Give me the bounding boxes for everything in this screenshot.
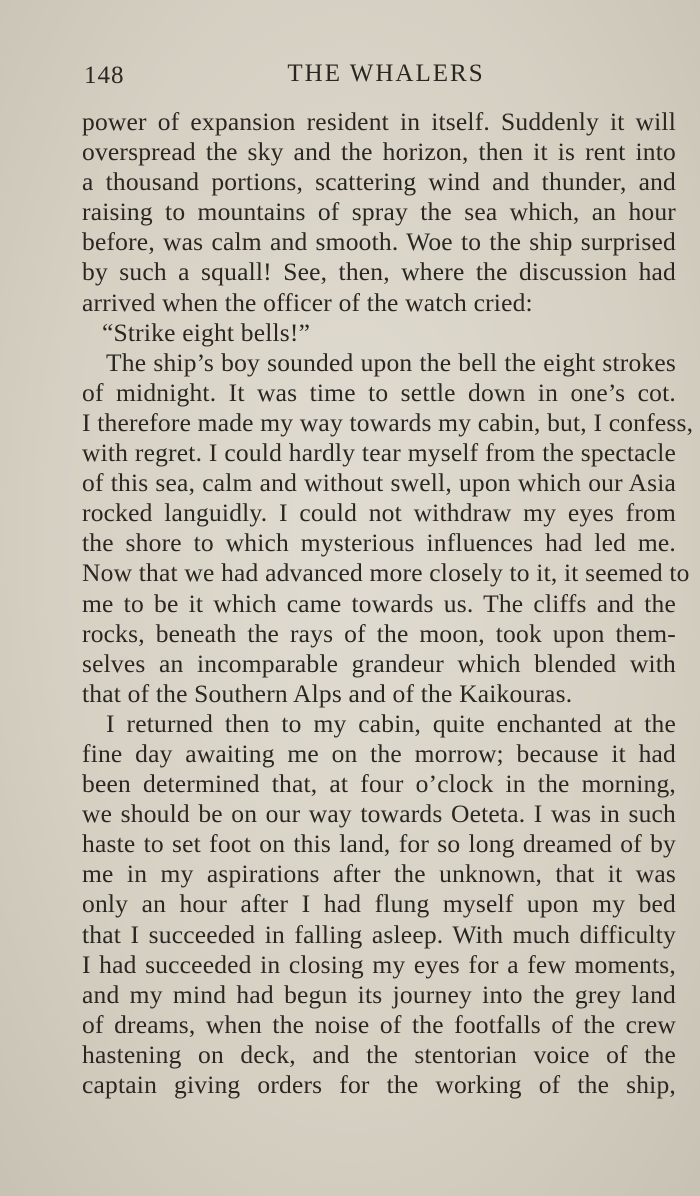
text-line: before, was calm and smooth. Woe to the ship surprised (82, 227, 676, 257)
text-line: been determined that, at four o’clock in the morning, (82, 769, 676, 799)
text-line: power of expansion resident in itself. Suddenly it will (82, 107, 676, 136)
text-line: only an hour after I had flung myself upon my bed (82, 889, 676, 919)
text-line: of this sea, calm and without swell, upon which our Asia (82, 468, 676, 498)
text-line: I returned then to my cabin, quite enchanted at the (106, 708, 676, 738)
text-line: of dreams, when the noise of the footfalls of the crew (82, 1009, 676, 1039)
page-header (84, 58, 674, 94)
text-line: selves an incomparable grandeur which blended with (82, 648, 676, 678)
text-line: captain giving orders for the working of the ship, (82, 1070, 676, 1099)
text-line: me to be it which came towards us. The cliffs and the (82, 588, 676, 618)
text-line: hastening on deck, and the stentorian voice of the (82, 1039, 676, 1069)
text-line: with regret. I could hardly tear myself from the spectacle (82, 438, 676, 468)
text-line: by such a squall! See, then, where the discussion had (82, 257, 676, 287)
text-line: a thousand portions, scattering wind and thunder, and (82, 167, 676, 197)
text-line: fine day awaiting me on the morrow; because it had (82, 738, 676, 768)
text-line: overspread the sky and the horizon, then it is rent into (82, 137, 676, 167)
text-line: and my mind had begun its journey into the grey land (82, 979, 676, 1009)
text-line: we should be on our way towards Oeteta. I was in such (82, 799, 676, 829)
text-line: rocked languidly. I could not withdraw my eyes from (82, 498, 676, 528)
text-line: arrived when the officer of the watch cried: (82, 287, 533, 317)
text-line: the shore to which mysterious influences had led me. (82, 528, 676, 558)
text-line: that of the Southern Alps and of the Kaikouras. (82, 678, 573, 708)
text-line: haste to set foot on this land, for so long dreamed of by (82, 829, 676, 859)
body-text (82, 107, 694, 1100)
text-line: me in my aspirations after the unknown, that it was (82, 859, 676, 889)
text-line: of midnight. It was time to settle down in one’s cot. (82, 377, 676, 407)
text-line: “Strike eight bells!” (102, 317, 311, 347)
text-line: rocks, beneath the rays of the moon, took upon them- (82, 618, 676, 648)
text-line: that I succeeded in falling asleep. With much difficulty (82, 919, 676, 949)
running-head: THE WHALERS (287, 60, 485, 87)
text-line: Now that we had advanced more closely to it, it seemed to (82, 558, 690, 588)
page-number: 148 (84, 62, 125, 89)
text-line: I therefore made my way towards my cabin, but, I confess, (82, 407, 694, 437)
text-line: I had succeeded in closing my eyes for a few moments, (82, 949, 676, 979)
text-line: The ship’s boy sounded upon the bell the eight strokes (106, 347, 676, 377)
text-line: raising to mountains of spray the sea which, an hour (82, 197, 676, 227)
